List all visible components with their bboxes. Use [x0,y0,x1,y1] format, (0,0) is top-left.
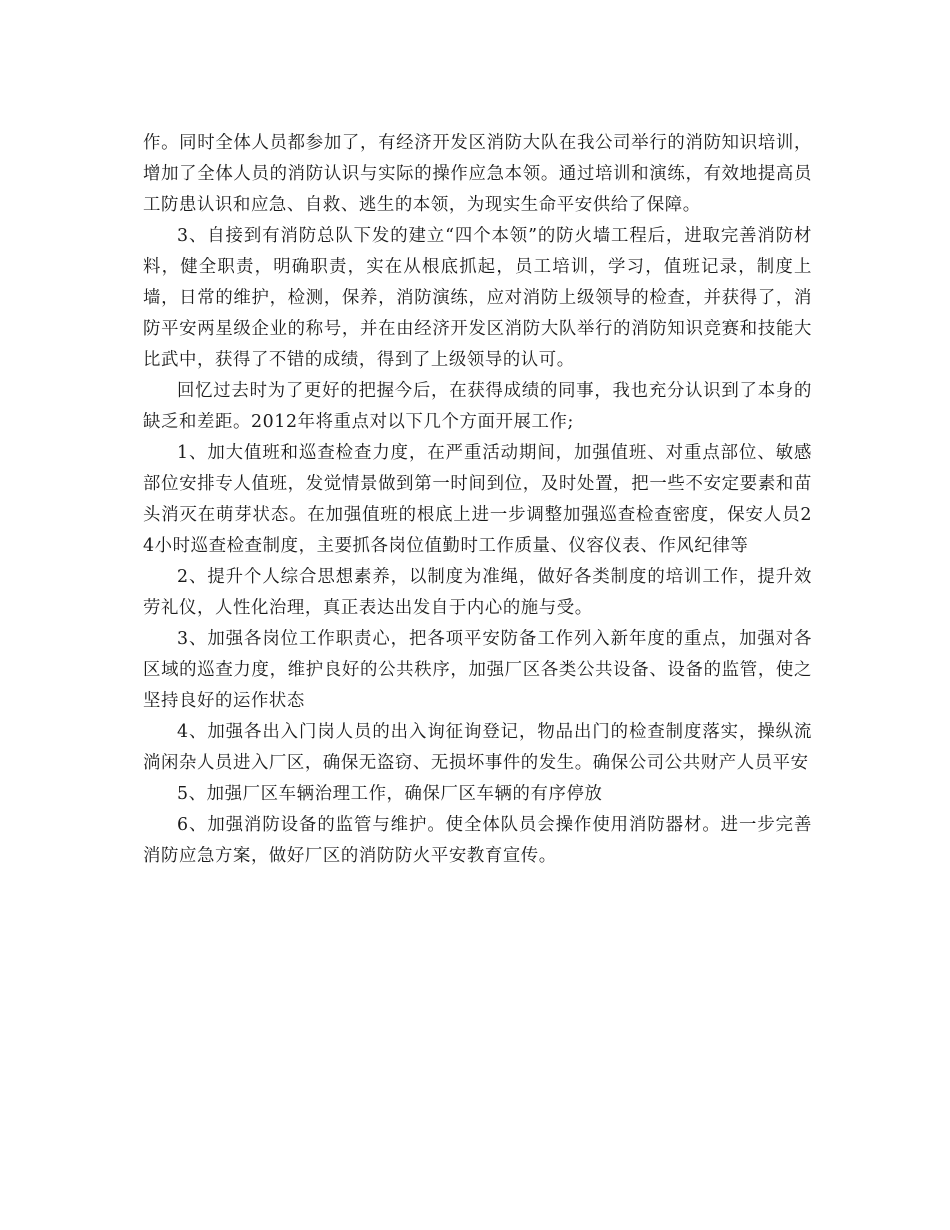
paragraph-plan-item-4: 4、加强各出入门岗人员的出入询征询登记，物品出门的检查制度落实，操纵流淌闲杂人员进入厂区，确保无盗窃、无损坏事件的发生。确保公司公共财产人员平安 [143,722,812,773]
paragraph-plan-item-6: 6、加强消防设备的监管与维护。使全体队员会操作使用消防器材。进一步完善消防应急方案，做好厂区的消防防火平安教育宣传。 [143,815,812,866]
paragraph-plan-item-2: 2、提升个人综合思想素养，以制度为准绳，做好各类制度的培训工作，提升效劳礼仪，人性化治理，真正表达出发自于内心的施与受。 [143,567,812,618]
paragraph-review-plan-2012: 回忆过去时为了更好的把握今后，在获得成绩的同事，我也充分认识到了本身的缺乏和差距。2012年将重点对以下几个方面开展工作; [143,381,812,432]
paragraph-plan-item-1: 1、加大值班和巡查检查力度，在严重活动期间，加强值班、对重点部位、敏感部位安排专人值班，发觉情景做到第一时间到位，及时处置，把一些不安定要素和苗头消灭在萌芽状态。在加强值班的根底上进一步调整加强巡查检查密度，保安人员24小时巡查检查制度，主要抓各岗位值勤时工作质量、仪容仪表、作风纪律等 [143,443,812,556]
paragraph-continued-training: 作。同时全体人员都参加了，有经济开发区消防大队在我公司举行的消防知识培训，增加了全体人员的消防认识与实际的操作应急本领。通过培训和演练，有效地提高员工防患认识和应急、自救、逃生的本领，为现实生命平安供给了保障。 [143,133,812,215]
paragraph-plan-item-3: 3、加强各岗位工作职责心，把各项平安防备工作列入新年度的重点，加强对各区域的巡查力度，维护良好的公共秩序，加强厂区各类公共设备、设备的监管，使之坚持良好的运作状态 [143,629,812,711]
paragraph-plan-item-5: 5、加强厂区车辆治理工作，确保厂区车辆的有序停放 [177,784,603,804]
paragraph-item-3-achievements: 3、自接到有消防总队下发的建立“四个本领”的防火墙工程后，进取完善消防材料，健全职责，明确职责，实在从根底抓起，员工培训，学习，值班记录，制度上墙，日常的维护，检测，保养，消防演练，应对消防上级领导的检查，并获得了，消防平安两星级企业的称号，并在由经济开发区消防大队举行的消防知识竞赛和技能大比武中，获得了不错的成绩，得到了上级领导的认可。 [143,226,812,370]
document-body [143,128,812,872]
